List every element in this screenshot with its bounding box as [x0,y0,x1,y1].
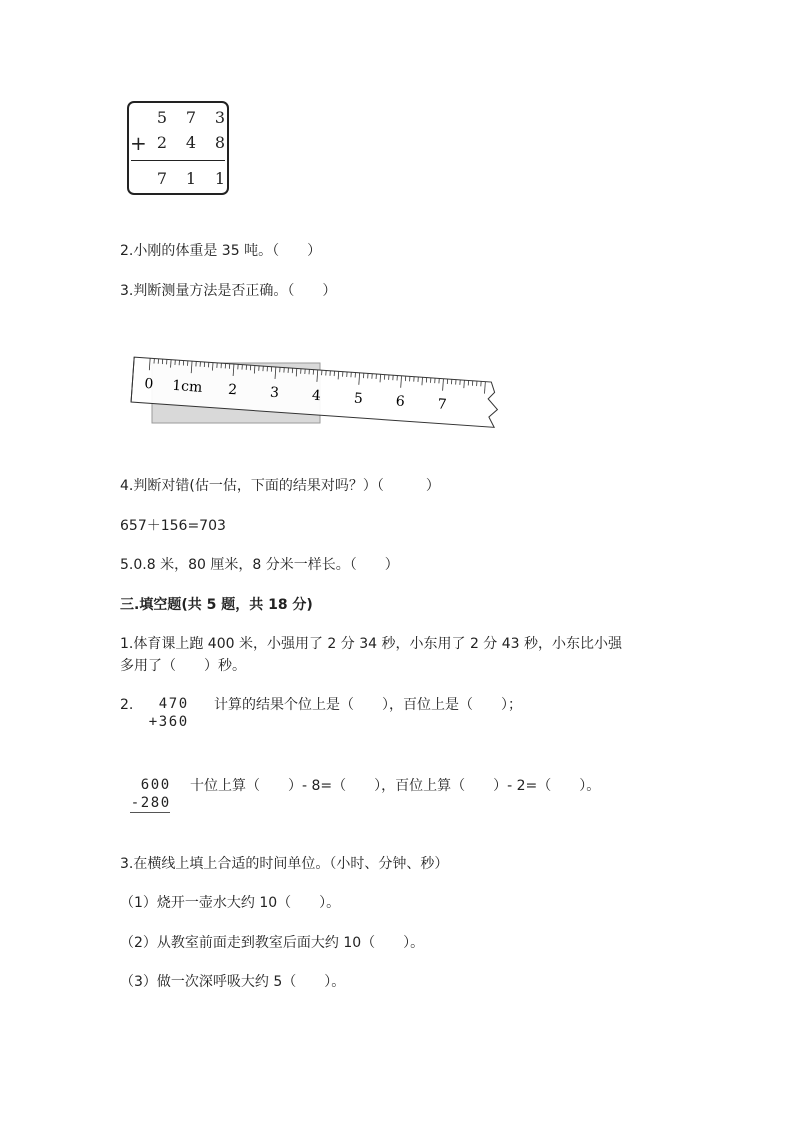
fill-question-2-text2: 十位上算（ ）- 8=（ ），百位上算（ ）- 2=（ ）。 [190,778,601,794]
fill-question-3-item3: （3）做一次深呼吸大约 5（ ）。 [120,974,346,990]
ruler-tick [380,374,381,382]
digit: 6 [168,714,178,730]
addition-box [127,101,229,195]
ruler-label: 5 [353,390,364,408]
ruler-illustration [118,355,518,440]
ruler-tick [171,360,172,368]
question-4: 4.判断对错(估一估，下面的结果对吗？）（ ） [120,478,440,494]
vertical-addition [148,695,188,731]
ruler-image [118,355,518,440]
digit: 3 [158,714,168,730]
fill-question-2-number: 2. [120,697,134,713]
question-3: 3.判断测量方法是否正确。（ ） [120,283,337,299]
ruler-tick [422,377,423,385]
digit: 2 [156,133,168,152]
minus-sign: - [130,795,140,811]
plus-sign: + [130,131,147,155]
digit: 7 [168,696,178,712]
question-2: 2.小刚的体重是 35 吨。（ ） [120,243,322,259]
digit: 8 [214,133,226,152]
digit: 1 [214,169,226,188]
digit: 2 [140,795,150,811]
fill-question-3-item2: （2）从教室前面走到教室后面大约 10（ ）。 [120,935,425,951]
fill-question-3-item1: （1）烧开一壶水大约 10（ ）。 [120,895,341,911]
digit: 7 [185,108,197,127]
fill-question-2-text1: 计算的结果个位上是（ ），百位上是（ ）； [214,697,522,713]
digit: 0 [160,777,170,793]
ruler-label: 7 [437,396,448,413]
ruler-label: 4 [311,387,322,405]
digit: 4 [185,133,197,152]
digit: 6 [140,777,150,793]
ruler-label: 3 [269,384,280,402]
question-4-expression: 657＋156=703 [120,518,226,534]
digit: 1 [185,169,197,188]
digit: 5 [156,108,168,127]
ruler-tick [296,368,297,376]
digit: 0 [178,714,188,730]
digit: 0 [150,777,160,793]
ruler-tick [212,363,213,371]
fill-question-1-line2: 多用了（ ）秒。 [120,658,246,674]
ruler-tick [254,366,255,374]
vertical-subtraction [130,776,170,813]
fill-question-3: 3.在横线上填上合适的时间单位。（小时、分钟、秒） [120,856,449,872]
ruler-label: 2 [227,381,238,399]
digit: 0 [160,795,170,811]
ruler-tick [464,380,465,388]
question-5: 5.0.8 米，80 厘米，8 分米一样长。（ ） [120,557,399,573]
digit: 7 [156,169,168,188]
section-title: 三.填空题(共 5 题，共 18 分) [120,597,313,613]
digit: 0 [178,696,188,712]
plus-sign: + [148,714,158,730]
fill-question-1-line1: 1.体育课上跑 400 米，小强用了 2 分 34 秒，小东用了 2 分 43 秒，小东比小强 [120,636,623,652]
ruler-label: 6 [395,393,406,411]
ruler-tick [338,371,339,379]
ruler-label: 0 [143,375,154,393]
sum-line [131,160,225,161]
digit: 3 [214,108,226,127]
ruler-label: 1cm [171,377,203,396]
digit: 4 [158,696,168,712]
digit: 8 [150,795,160,811]
